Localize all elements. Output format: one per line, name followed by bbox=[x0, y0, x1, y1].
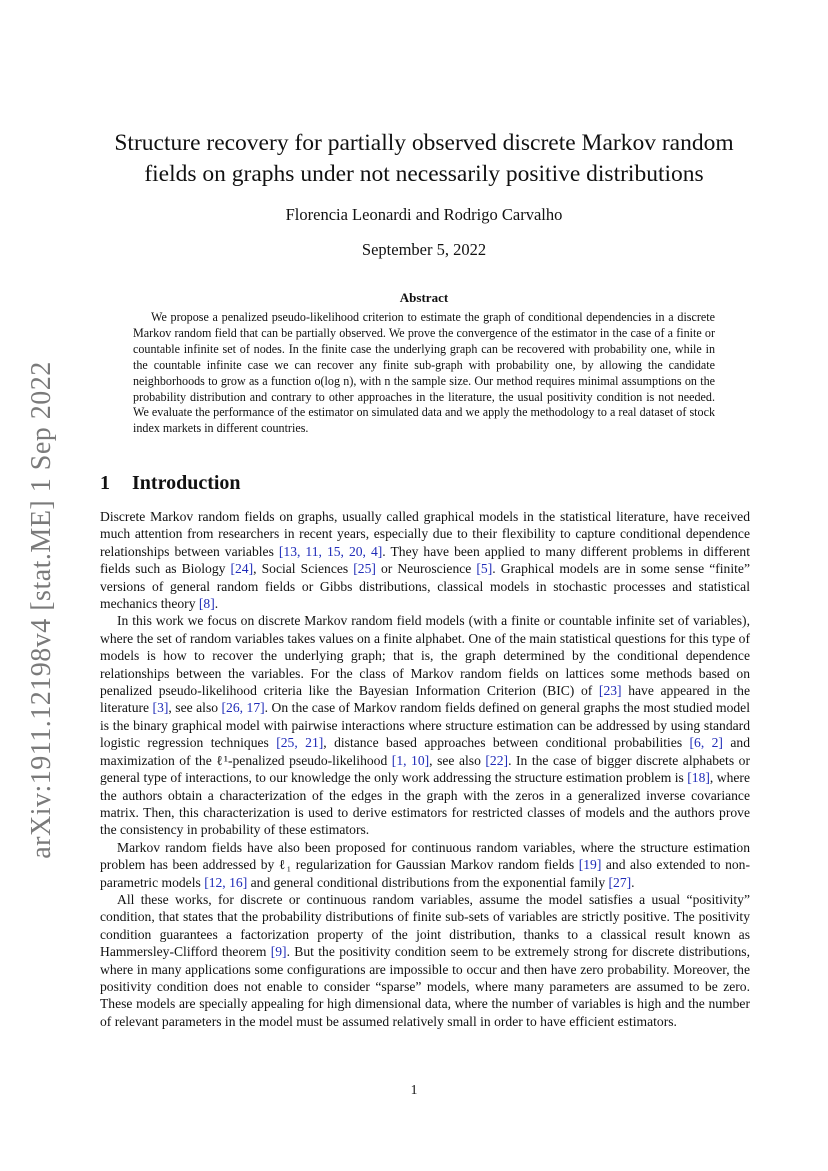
citation-link[interactable]: [19] bbox=[578, 857, 602, 873]
abstract-heading: Abstract bbox=[399, 290, 449, 305]
citation-link[interactable]: [3] bbox=[152, 700, 169, 716]
paragraph-text: . In the case of bigger discrete alphabets or general type of interactions, to our knowledge the only work addressing the structure estimation problem is bbox=[100, 752, 750, 786]
paragraph-4 bbox=[100, 891, 750, 1030]
paragraph-text: . On the case of Markov random fields defined on general graphs the most studied model is the binary graphical model with pairwise interactions where structure estimation can be addressed by using standard logistic regression techniques bbox=[100, 700, 750, 751]
paragraph-2 bbox=[100, 612, 750, 838]
paragraph-text: , Social Sciences bbox=[253, 561, 354, 577]
citation-link[interactable]: [1, 10] bbox=[391, 752, 430, 768]
citation-link[interactable]: [25] bbox=[353, 561, 376, 577]
citation-link[interactable]: [27] bbox=[608, 874, 632, 890]
paragraph-text: Discrete Markov random fields on graphs, usually called graphical models in the statistical literature, have received much attention from researchers in recent years, especially due to their flexibility to capture conditional dependence relationships between variables bbox=[100, 509, 750, 559]
section-heading bbox=[100, 472, 241, 495]
paragraph-text: and maximization of the ℓ¹-penalized pseudo-likelihood bbox=[100, 735, 750, 768]
citation-link[interactable]: [26, 17] bbox=[221, 700, 265, 716]
paragraph-text: , where the authors obtain a characterization of the edges in the graph with the zeros in a generalized inverse covariance matrix. Then, this characterization is used to derive estimators for restricted classes of models and the authors prove the consistency in probability of these estimators. bbox=[100, 770, 750, 838]
arxiv-sidebar-stamp bbox=[22, 360, 62, 860]
citation-link[interactable]: [23] bbox=[598, 683, 622, 699]
paragraph-text: , distance based approaches between conditional probabilities bbox=[323, 735, 690, 751]
citation-link[interactable]: [12, 16] bbox=[204, 874, 248, 890]
paragraph-1 bbox=[100, 508, 750, 612]
paragraph-text: or Neuroscience bbox=[375, 561, 477, 577]
citation-link[interactable]: [8] bbox=[198, 596, 215, 612]
arxiv-identifier: arXiv:1911.12198v4 [stat.ME] 1 Sep 2022 bbox=[26, 361, 57, 859]
paragraph-3 bbox=[100, 839, 750, 891]
paragraph-text: and also extended to non-parametric models bbox=[100, 857, 750, 890]
citation-link[interactable]: [9] bbox=[270, 944, 287, 960]
abstract-text: We propose a penalized pseudo-likelihood criterion to estimate the graph of conditional dependencies in a discrete Markov random field that can be partially observed. We prove the convergence of the estimator in the case of a finite or countable infinite set of nodes. In the finite case the underlying graph can be recovered with probability one, while in the countable infinite case we can recover any finite sub-graph with probability one, by allowing the candidate neighborhoods to grow as a function o(log n), with n the sample size. Our method requires minimal assumptions on the probability distribution and contrary to other approaches in the literature, the usual positivity condition is not needed. We evaluate the performance of the estimator on simulated data and we apply the methodology to a real dataset of stock index markets in different countries. bbox=[133, 310, 715, 436]
body-text bbox=[100, 508, 750, 1030]
page-number: 1 bbox=[410, 1082, 418, 1097]
paragraph-text: . Graphical models are in some sense “finite” versions of general random fields or Gibbs distributions, classical models in stochastic processes and statistical mechanics theory bbox=[100, 561, 750, 612]
paragraph-text: and general conditional distributions from the exponential family bbox=[247, 874, 609, 890]
paper-date: September 5, 2022 bbox=[361, 240, 487, 259]
citation-link[interactable]: [24] bbox=[230, 561, 254, 577]
paragraph-text: . bbox=[631, 874, 635, 890]
paper-authors: Florencia Leonardi and Rodrigo Carvalho bbox=[285, 205, 563, 224]
paragraph-text: . bbox=[214, 596, 219, 612]
citation-link[interactable]: [18] bbox=[687, 770, 710, 786]
citation-link[interactable]: [25, 21] bbox=[276, 735, 324, 751]
paragraph-text: . They have been applied to many different problems in different fields such as Biology bbox=[100, 543, 750, 577]
citation-link[interactable]: [5] bbox=[476, 561, 493, 577]
paragraph-text: , see also bbox=[429, 752, 486, 768]
paragraph-text: All these works, for discrete or continuous random variables, assume the model satisfies a usual “positivity” condition, that states that the probability distributions of finite sub-sets of variables are strictly positive. The positivity condition guarantees a factorization property of the joint distribution, thanks to a classical result known as Hammersley-Clifford theorem bbox=[100, 891, 750, 960]
citation-link[interactable]: [6, 2] bbox=[689, 735, 723, 751]
paragraph-text: have appeared in the literature bbox=[100, 683, 750, 716]
citation-link[interactable]: [22] bbox=[485, 752, 509, 768]
paragraph-text: . But the positivity condition seem to be extremely strong for discrete distributions, where in many applications some configurations are impossible to occur and then have zero probability. Moreover, the positivity condition does not enable to consider “sparse” models, where many parameters are assumed to be zero. These models are specially appealing for high dimensional data, where the number of variables is high and the number of relevant parameters in the model must be assumed relatively small in order to have efficient estimators. bbox=[100, 944, 750, 1029]
citation-link[interactable]: [13, 11, 15, 20, 4] bbox=[278, 543, 383, 559]
paper-title: Structure recovery for partially observed discrete Markov random fields on graphs under not necessarily positive distributions bbox=[114, 130, 734, 187]
section-number: 1 bbox=[100, 472, 110, 494]
section-title: Introduction bbox=[132, 472, 241, 494]
paragraph-text: , see also bbox=[168, 700, 222, 716]
paragraph-text: Markov random fields have also been proposed for continuous random variables, where the structure estimation problem has been addressed by ℓ₁ regularization for Gaussian Markov random fields bbox=[100, 839, 750, 873]
paragraph-text: In this work we focus on discrete Markov random field models (with a finite or countable infinite set of variables), where the set of random variables takes values on a finite alphabet. One of the main statistical questions for this type of models is how to recover the underlying graph; that is, the graph determined by the conditional dependence relationships between the variables. For the class of Markov random fields on lattices some methods based on penalized pseudo-likelihood criteria like the Bayesian Information Criterion (BIC) of bbox=[100, 613, 750, 699]
